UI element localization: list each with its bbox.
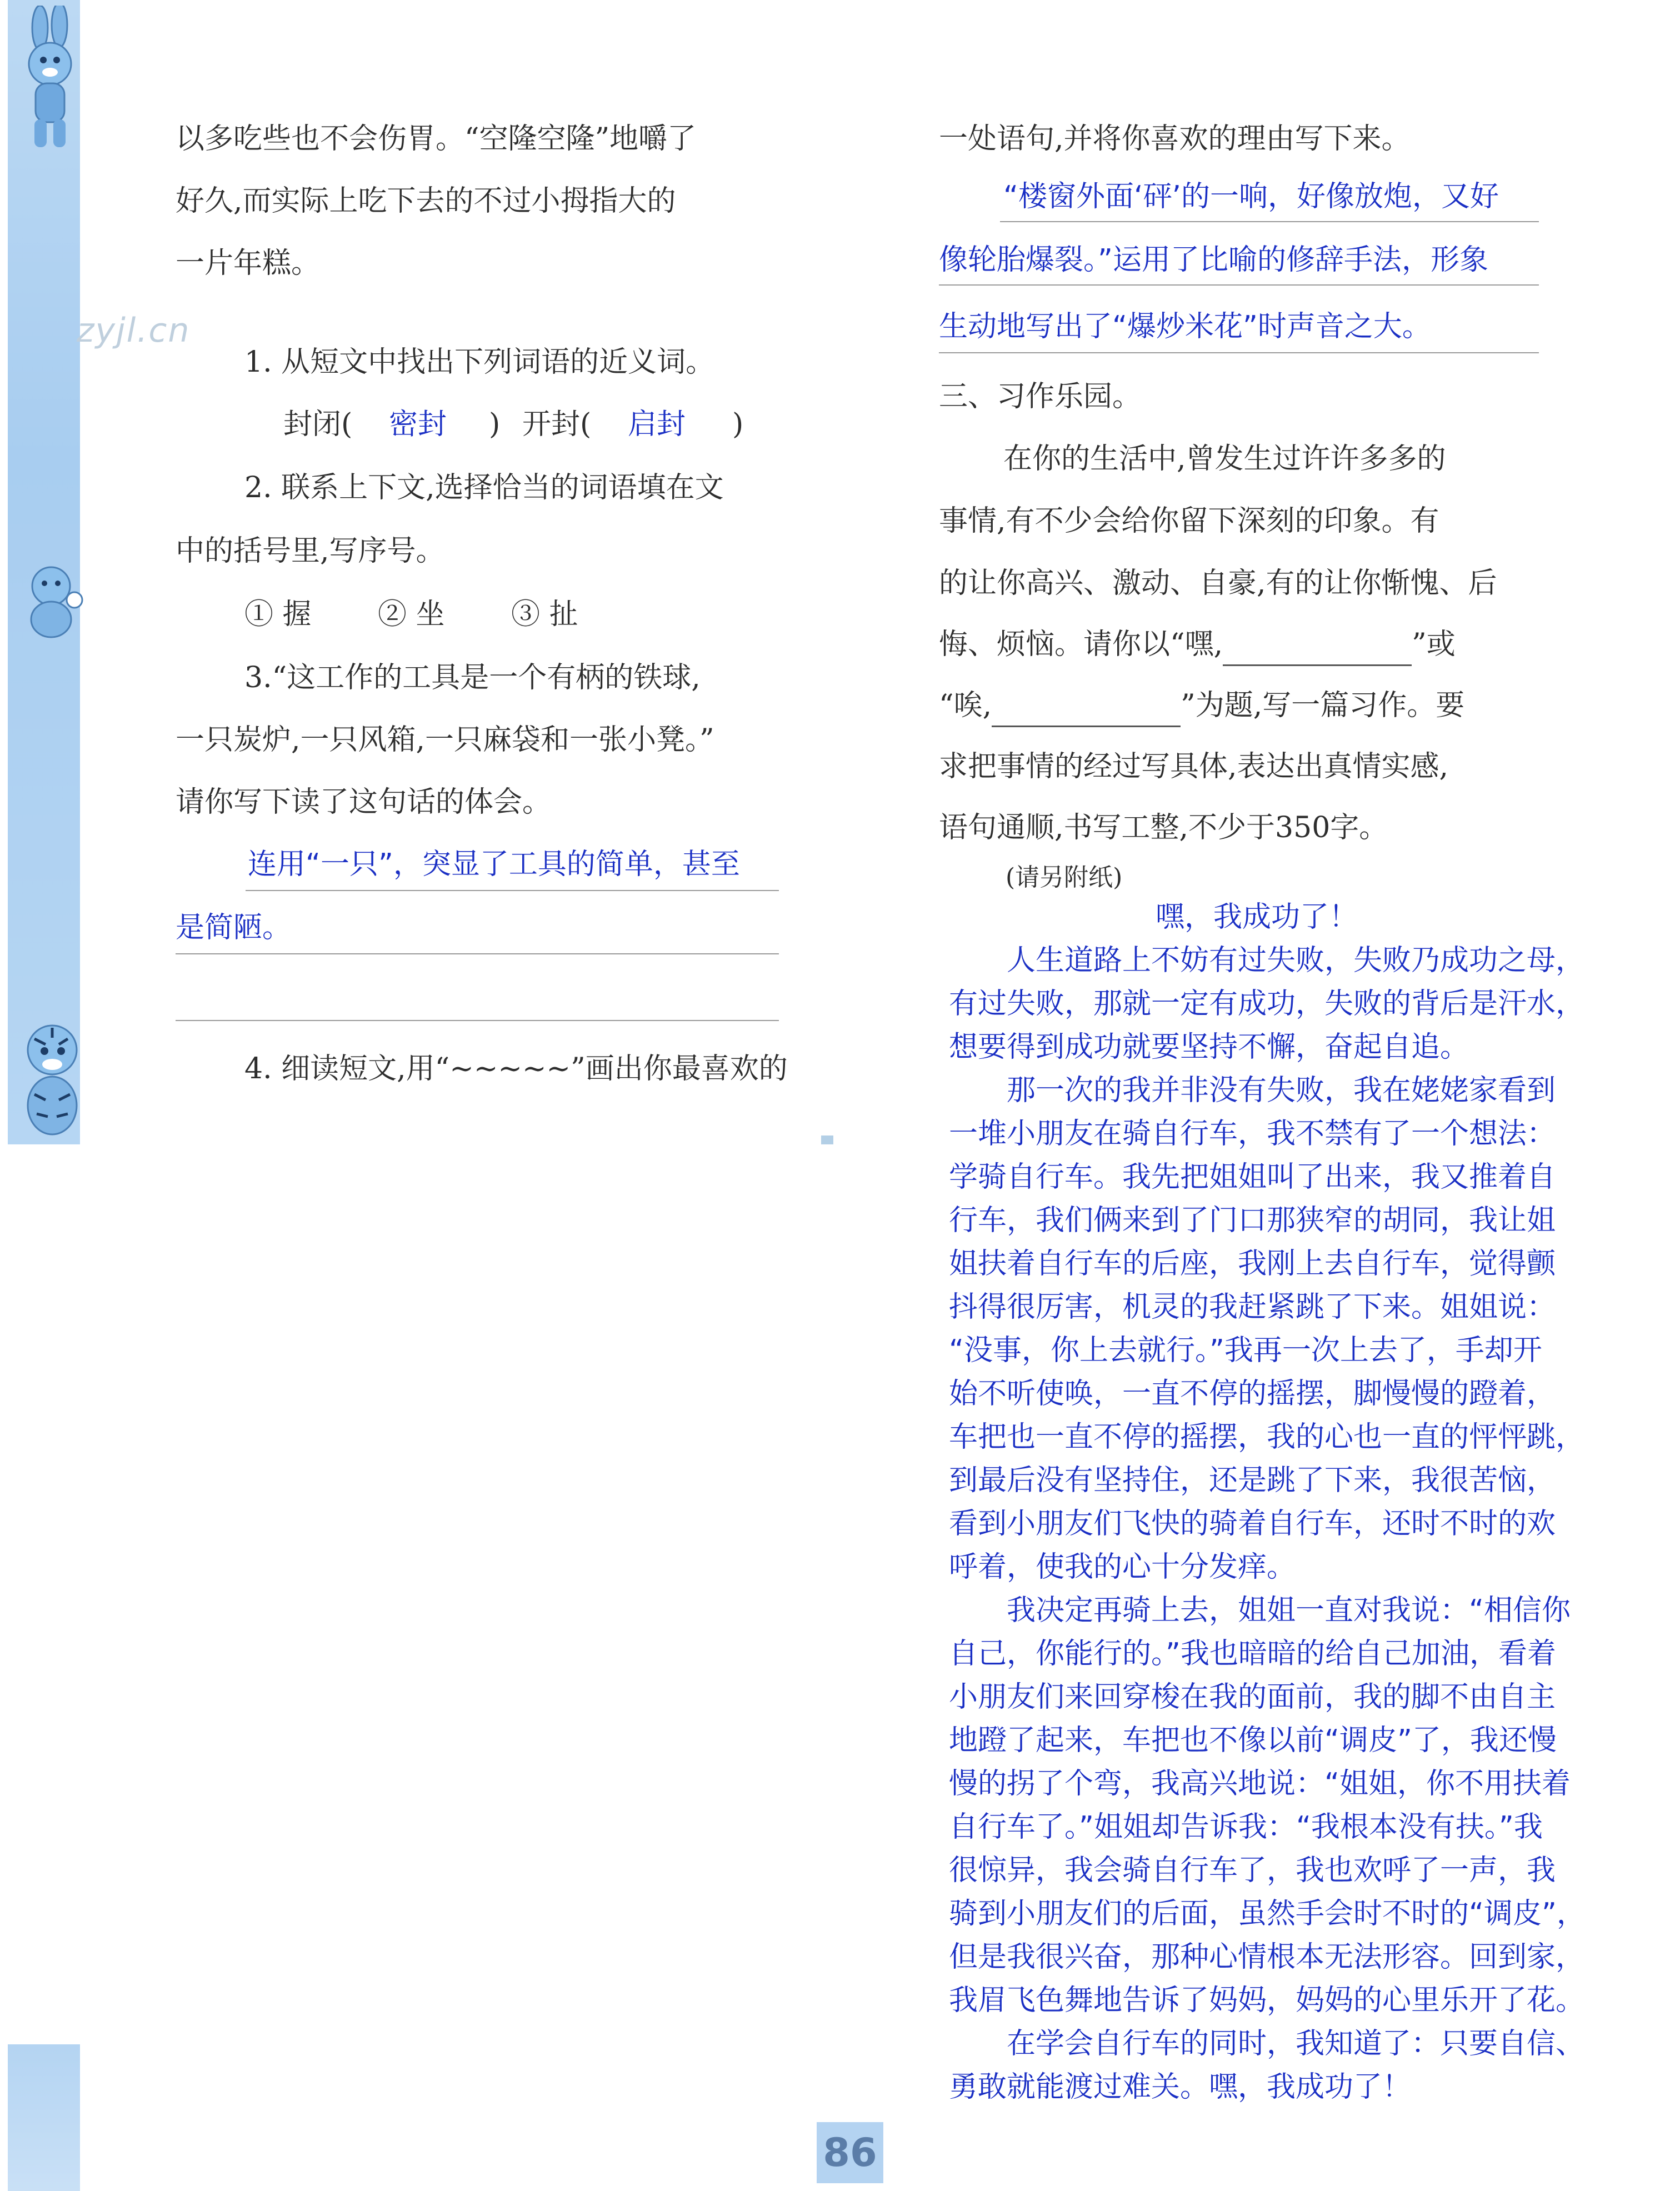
essay-line: 想要得到成功就要坚持不懈，奋起自追。 [949, 1031, 1469, 1064]
essay-line: 我眉飞色舞地告诉了妈妈，妈妈的心里乐开了花。 [949, 1984, 1585, 2017]
question-1-word-1: 封闭( [283, 408, 353, 441]
essay-line: 有过失败，那就一定有成功，失败的背后是汗水， [949, 987, 1585, 1021]
rabbit-mascot-icon [12, 6, 90, 156]
writing-prompt-line: 的让你高兴、激动、自豪,有的让你惭愧、后 [939, 567, 1497, 600]
answer-line [1000, 221, 1539, 222]
answer-line [246, 890, 779, 891]
prompt-text: ”或 [1412, 628, 1456, 661]
essay-line: “没事，你上去就行。”我再一次上去了，手却开 [949, 1334, 1542, 1367]
watermark: zyjl.cn [77, 311, 191, 350]
question-1-close-2: ) [732, 408, 744, 441]
question-4-answer-line-1: “楼窗外面‘砰’的一响，好像放炮，又好 [1003, 180, 1499, 213]
writing-prompt-line: 事情,有不少会给你留下深刻的印象。有 [939, 504, 1439, 538]
question-2-option-3: ③ 扯 [511, 598, 578, 631]
essay-line: 骑到小朋友们的后面，虽然手会时不时的“调皮”， [949, 1897, 1586, 1930]
question-3-line-3: 请你写下读了这句话的体会。 [176, 786, 552, 819]
essay-line: 始不听使唤，一直不停的摇摆，脚慢慢的蹬着， [949, 1377, 1556, 1410]
page-number: 86 [817, 2122, 883, 2183]
decorative-dot [821, 1135, 833, 1144]
essay-line: 一堆小朋友在骑自行车，我不禁有了一个想法： [949, 1117, 1556, 1150]
answer-line [176, 953, 779, 954]
prompt-text: ”为题,写一篇习作。要 [1181, 689, 1465, 722]
question-4-answer-line-3: 生动地写出了“爆炒米花”时声音之大。 [939, 310, 1431, 343]
essay-line: 抖得很厉害，机灵的我赶紧跳了下来。姐姐说： [949, 1290, 1556, 1324]
title-blank-1 [1223, 624, 1412, 666]
decorative-side-strip-bottom [8, 2044, 80, 2191]
question-2-line-1: 2. 联系上下文,选择恰当的词语填在文 [244, 471, 724, 504]
question-1-word-2: 开封( [522, 408, 592, 441]
essay-line: 看到小朋友们飞快的骑着自行车，还时不时的欢 [949, 1507, 1556, 1540]
essay-line: 学骑自行车。我先把姐姐叫了出来，我又推着自 [949, 1160, 1556, 1194]
question-2-option-1: ① 握 [244, 598, 312, 631]
writing-prompt-line-4 [939, 624, 1456, 666]
writing-prompt-line: 求把事情的经过写具体,表达出真情实感, [939, 750, 1449, 783]
essay-line: 小朋友们来回穿梭在我的面前，我的脚不由自主 [949, 1680, 1556, 1714]
essay-title: 嘿，我成功了！ [1156, 901, 1358, 934]
essay-line: 车把也一直不停的摇摆，我的心也一直的怦怦跳， [949, 1420, 1585, 1454]
passage-line: 好久,而实际上吃下去的不过小拇指大的 [176, 184, 676, 218]
essay-line: 呼着，使我的心十分发痒。 [949, 1550, 1296, 1584]
section-3-title: 三、习作乐园。 [939, 380, 1142, 413]
essay-line: 勇敢就能渡过难关。嘿，我成功了！ [949, 2070, 1412, 2104]
essay-line: 在学会自行车的同时，我知道了：只要自信、 [949, 2027, 1585, 2060]
writing-prompt-line-5 [939, 686, 1464, 727]
essay-line: 那一次的我并非没有失败，我在姥姥家看到 [949, 1074, 1556, 1107]
essay-line: 行车，我们俩来到了门口那狭窄的胡同，我让姐 [949, 1204, 1556, 1237]
answer-line [176, 1020, 779, 1021]
essay-line: 我决定再骑上去，姐姐一直对我说：“相信你 [949, 1594, 1571, 1627]
essay-line: 自行车了。”姐姐却告诉我：“我根本没有扶。”我 [949, 1810, 1543, 1844]
question-3-line-1: 3.“这工作的工具是一个有柄的铁球, [244, 661, 701, 694]
writing-prompt-line: 语句通顺,书写工整,不少于350字。 [939, 811, 1388, 844]
prompt-text: “唉, [939, 689, 992, 722]
prompt-text: 悔、烦恼。请你以“嘿, [939, 628, 1223, 661]
essay-line: 姐扶着自行车的后座，我刚上去自行车，觉得颤 [949, 1247, 1556, 1280]
writing-prompt-line: 在你的生活中,曾发生过许许多多的 [1003, 442, 1446, 476]
essay-line: 很惊异，我会骑自行车了，我也欢呼了一声，我 [949, 1854, 1556, 1887]
question-2-option-2: ② 坐 [378, 598, 445, 631]
question-2-line-2: 中的括号里,写序号。 [176, 534, 445, 568]
small-animal-mascot-icon [12, 556, 90, 644]
essay-line: 慢的拐了个弯，我高兴地说：“姐姐，你不用扶着 [949, 1767, 1571, 1800]
question-1-answer-2: 启封 [628, 408, 686, 441]
question-4-line-1: 4. 细读短文,用“~~~~~”画出你最喜欢的 [244, 1052, 788, 1086]
attach-note: (请另附纸) [1006, 863, 1123, 892]
title-blank-2 [992, 686, 1181, 727]
tiger-mascot-icon [12, 1011, 90, 1139]
question-1-prompt: 1. 从短文中找出下列词语的近义词。 [244, 346, 715, 379]
essay-line: 但是我很兴奋，那种心情根本无法形容。回到家， [949, 1940, 1585, 1974]
question-4-continued: 一处语句,并将你喜欢的理由写下来。 [939, 122, 1411, 156]
question-3-answer-line-2: 是简陋。 [176, 911, 292, 944]
question-1-answer-1: 密封 [389, 408, 447, 441]
essay-line: 到最后没有坚持住，还是跳了下来，我很苦恼， [949, 1464, 1556, 1497]
answer-line [939, 352, 1539, 353]
question-4-answer-line-2: 像轮胎爆裂。”运用了比喻的修辞手法，形象 [939, 243, 1488, 277]
question-3-answer-line-1: 连用“一只”，突显了工具的简单，甚至 [248, 848, 740, 881]
essay-line: 地蹬了起来，车把也不像以前“调皮”了，我还慢 [949, 1724, 1557, 1757]
essay-line: 自己，你能行的。”我也暗暗的给自己加油，看着 [949, 1637, 1556, 1670]
answer-line [939, 284, 1539, 286]
question-1-close-1: ) [489, 408, 501, 441]
passage-line: 一片年糕。 [176, 247, 321, 280]
passage-line: 以多吃些也不会伤胃。“空隆空隆”地嚼了 [176, 122, 697, 156]
essay-line: 人生道路上不妨有过失败，失败乃成功之母， [949, 944, 1585, 977]
question-3-line-2: 一只炭炉,一只风箱,一只麻袋和一张小凳。” [176, 723, 714, 757]
